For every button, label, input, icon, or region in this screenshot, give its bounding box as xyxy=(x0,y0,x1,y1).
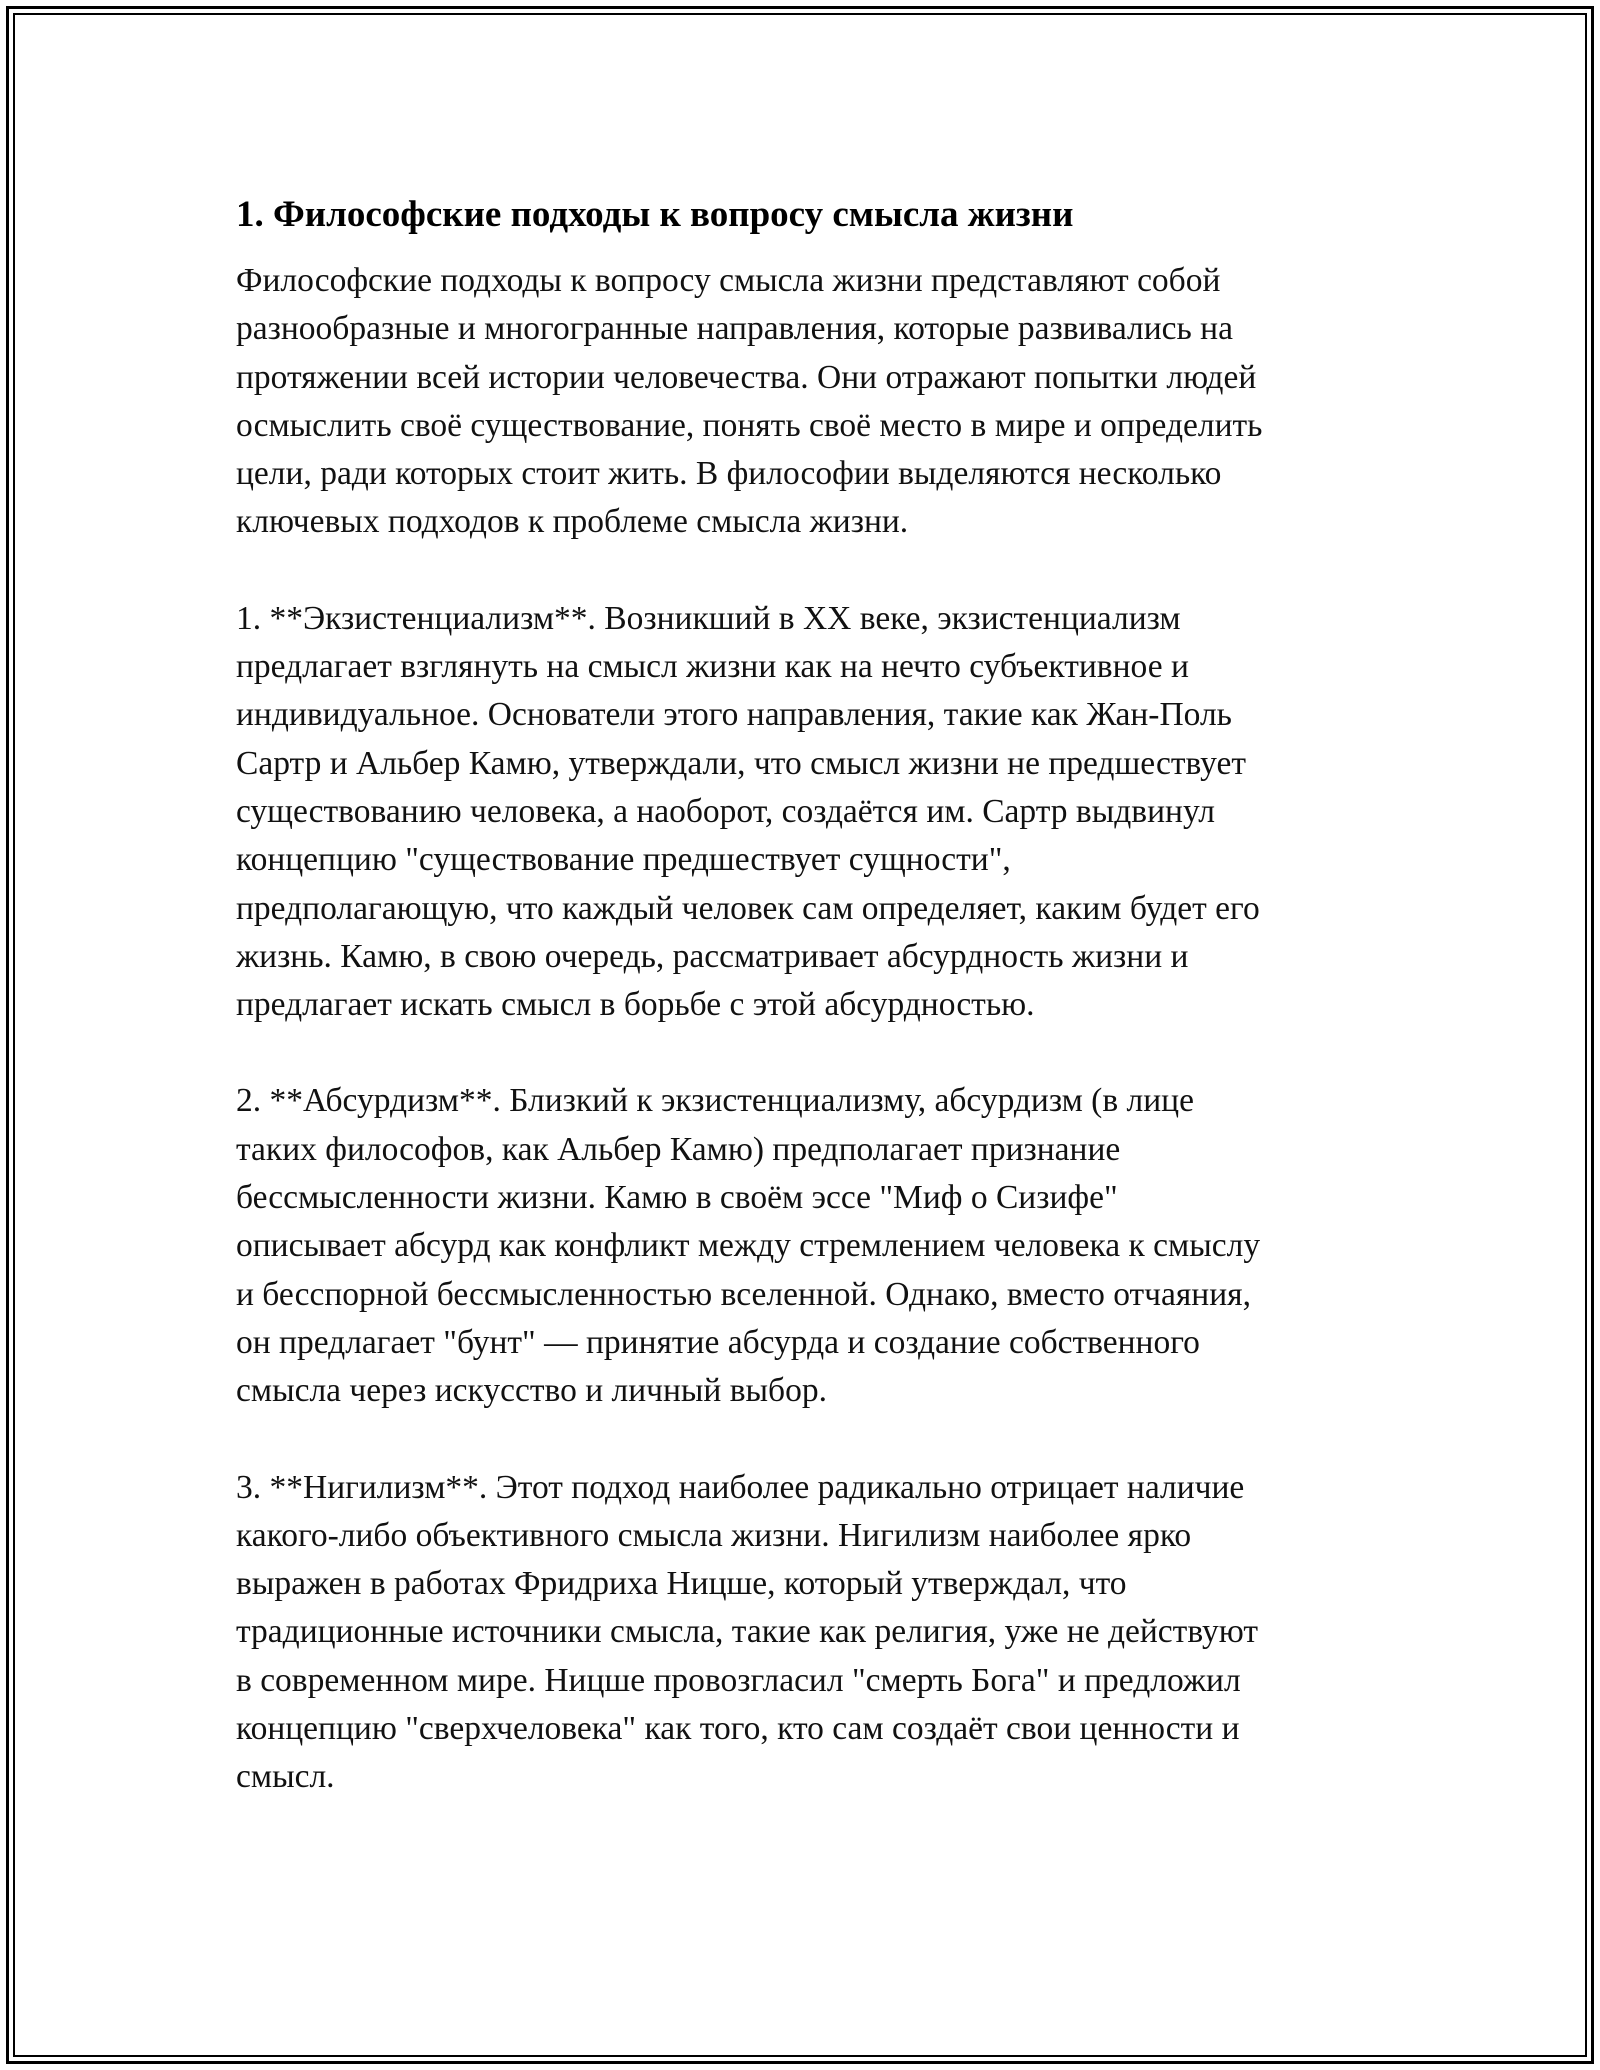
text-line: предполагающую, что каждый человек сам определяет, каким будет его xyxy=(236,889,1260,927)
existentialism-paragraph xyxy=(236,595,1386,1030)
text-line: концепцию "существование предшествует сущности", xyxy=(236,841,1011,879)
text-line: бессмысленности жизни. Камю в своём эссе "Миф о Сизифе" xyxy=(236,1179,1118,1217)
text-line: разнообразные и многогранные направления, которые развивались на xyxy=(236,310,1233,348)
text-line: какого-либо объективного смысла жизни. Нигилизм наиболее ярко xyxy=(236,1516,1192,1554)
nihilism-paragraph xyxy=(236,1464,1386,1802)
text-line: жизнь. Камю, в свою очередь, рассматривает абсурдность жизни и xyxy=(236,937,1189,975)
text-line: осмыслить своё существование, понять своё место в мире и определить xyxy=(236,406,1263,444)
text-line: Сартр и Альбер Камю, утверждали, что смысл жизни не предшествует xyxy=(236,744,1246,782)
text-line: таких философов, как Альбер Камю) предполагает признание xyxy=(236,1130,1121,1168)
text-line: 3. **Нигилизм**. Этот подход наиболее радикально отрицает наличие xyxy=(236,1468,1245,1506)
intro-paragraph xyxy=(236,257,1386,547)
text-line: и бесспорной бессмысленностью вселенной. Однако, вместо отчаяния, xyxy=(236,1275,1251,1313)
text-line: 2. **Абсурдизм**. Близкий к экзистенциализму, абсурдизм (в лице xyxy=(236,1082,1194,1120)
text-line: выражен в работах Фридриха Ницше, который утверждал, что xyxy=(236,1565,1127,1603)
text-line: индивидуальное. Основатели этого направления, такие как Жан-Поль xyxy=(236,696,1232,734)
text-line: он предлагает "бунт" — принятие абсурда и создание собственного xyxy=(236,1323,1200,1361)
text-line: ключевых подходов к проблеме смысла жизни. xyxy=(236,503,909,541)
text-line: смысл. xyxy=(236,1758,335,1796)
text-line: 1. **Экзистенциализм**. Возникший в XX веке, экзистенциализм xyxy=(236,599,1181,637)
text-line: существованию человека, а наоборот, создаётся им. Сартр выдвинул xyxy=(236,792,1215,830)
absurdism-paragraph xyxy=(236,1077,1386,1415)
text-line: смысла через искусство и личный выбор. xyxy=(236,1372,827,1410)
text-line: концепцию "сверхчеловека" как того, кто сам создаёт свои ценности и xyxy=(236,1710,1240,1748)
text-line: цели, ради которых стоит жить. В философии выделяются несколько xyxy=(236,455,1222,493)
document-content xyxy=(236,185,1386,1850)
section-heading: 1. Философские подходы к вопросу смысла жизни xyxy=(236,194,1074,235)
text-line: предлагает искать смысл в борьбе с этой абсурдностью. xyxy=(236,986,1035,1024)
text-line: Философские подходы к вопросу смысла жизни представляют собой xyxy=(236,262,1221,299)
text-line: протяжении всей истории человечества. Они отражают попытки людей xyxy=(236,358,1257,396)
text-line: предлагает взглянуть на смысл жизни как на нечто субъективное и xyxy=(236,648,1189,686)
text-line: описывает абсурд как конфликт между стремлением человека к смыслу xyxy=(236,1227,1261,1265)
text-line: в современном мире. Ницше провозгласил "смерть Бога" и предложил xyxy=(236,1661,1241,1699)
text-line: традиционные источники смысла, такие как религия, уже не действуют xyxy=(236,1613,1258,1651)
